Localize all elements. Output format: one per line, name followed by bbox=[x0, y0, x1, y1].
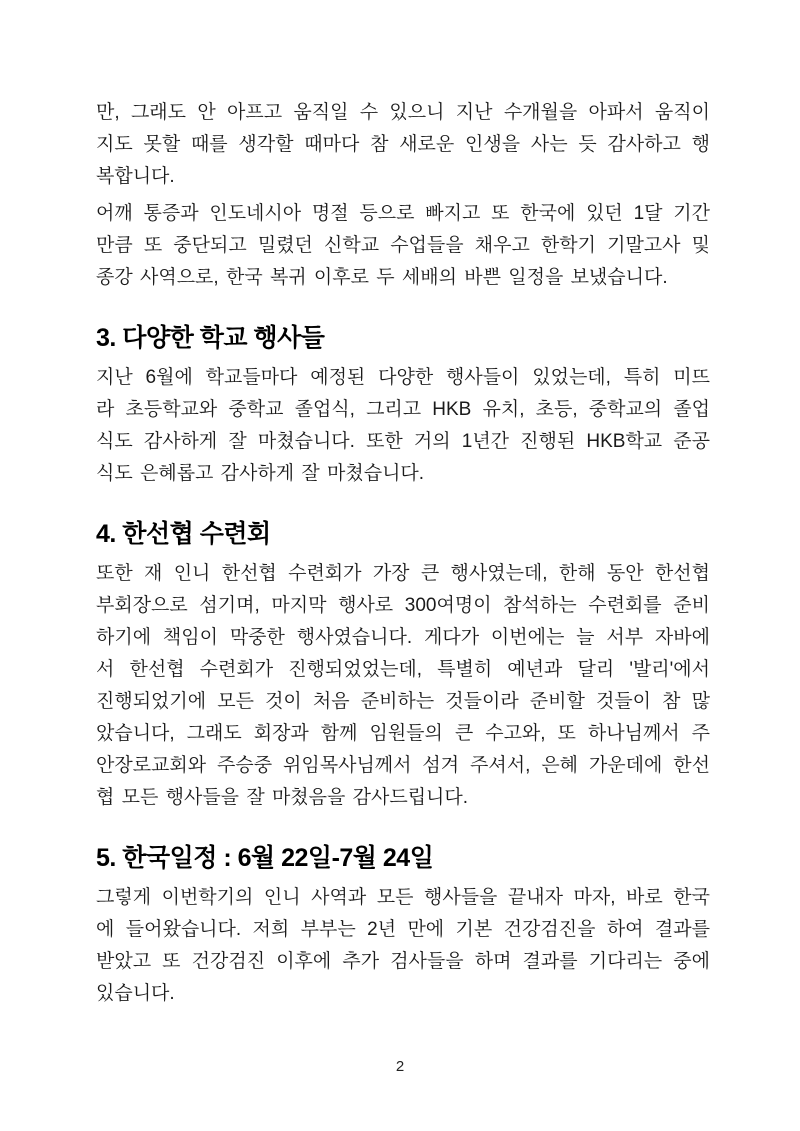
text-line: 하기에 책임이 막중한 행사였습니다. 게다가 이번에는 늘 서부 자바에 bbox=[96, 627, 710, 648]
text-line: 에 들어왔습니다. 저희 부부는 2년 만에 기본 건강검진을 하여 결과를 bbox=[96, 919, 710, 940]
paragraph bbox=[96, 198, 710, 294]
section-5-heading: 5. 한국일정 : 6월 22일-7월 24일 bbox=[96, 844, 434, 872]
text-line: 지도 못할 때를 생각할 때마다 참 새로운 인생을 사는 듯 감사하고 행 bbox=[96, 134, 710, 155]
section-retreat bbox=[96, 516, 710, 814]
text-line: 있습니다. bbox=[96, 983, 175, 1004]
text-line: 안장로교회와 주승중 위임목사님께서 섬겨 주셔서, 은혜 가운데에 한선 bbox=[96, 755, 710, 776]
text-line: 부회장으로 섬기며, 마지막 행사로 300여명이 참석하는 수련회를 준비 bbox=[96, 595, 710, 616]
text-line: 서 한선협 수련회가 진행되었었는데, 특별히 예년과 달리 '발리'에서 bbox=[96, 659, 710, 680]
text-line: 받았고 또 건강검진 이후에 추가 검사들을 하며 결과를 기다리는 중에 bbox=[96, 951, 710, 972]
text-line: 종강 사역으로, 한국 복귀 이후로 두 세배의 바쁜 일정을 보냈습니다. bbox=[96, 267, 668, 288]
paragraph bbox=[96, 97, 710, 193]
section-4-heading: 4. 한선협 수련회 bbox=[96, 520, 271, 548]
text-line: 또한 재 인니 한선협 수련회가 가장 큰 행사였는데, 한해 동안 한선협 bbox=[96, 563, 710, 584]
section-intro bbox=[96, 97, 710, 294]
text-line: 지난 6월에 학교들마다 예정된 다양한 행사들이 있었는데, 특히 미뜨 bbox=[96, 367, 710, 388]
section-school-events bbox=[96, 320, 710, 490]
paragraph bbox=[96, 362, 710, 490]
text-line: 라 초등학교와 중학교 졸업식, 그리고 HKB 유치, 초등, 중학교의 졸업 bbox=[96, 399, 710, 420]
text-line: 진행되었기에 모든 것이 처음 준비하는 것들이라 준비할 것들이 참 많 bbox=[96, 691, 710, 712]
text-line: 만큼 또 중단되고 밀렸던 신학교 수업들을 채우고 한학기 기말고사 및 bbox=[96, 235, 710, 256]
text-line: 그렇게 이번학기의 인니 사역과 모든 행사들을 끝내자 마자, 바로 한국 bbox=[96, 887, 710, 908]
text-line: 식도 은혜롭고 감사하게 잘 마쳤습니다. bbox=[96, 463, 425, 484]
text-line: 협 모든 행사들을 잘 마쳤음을 감사드립니다. bbox=[96, 787, 469, 808]
page-number: 2 bbox=[395, 1058, 405, 1075]
text-line: 복합니다. bbox=[96, 166, 175, 187]
paragraph bbox=[96, 882, 710, 1010]
text-line: 만, 그래도 안 아프고 움직일 수 있으니 지난 수개월을 아파서 움직이 bbox=[96, 102, 710, 123]
text-line: 어깨 통증과 인도네시아 명절 등으로 빠지고 또 한국에 있던 1달 기간 bbox=[96, 203, 710, 224]
text-line: 식도 감사하게 잘 마쳤습니다. 또한 거의 1년간 진행된 HKB학교 준공 bbox=[96, 431, 710, 452]
section-korea-schedule bbox=[96, 840, 710, 1010]
text-line: 았습니다, 그래도 회장과 함께 임원들의 큰 수고와, 또 하나님께서 주 bbox=[96, 723, 710, 744]
paragraph bbox=[96, 558, 710, 814]
section-3-heading: 3. 다양한 학교 행사들 bbox=[96, 324, 325, 352]
